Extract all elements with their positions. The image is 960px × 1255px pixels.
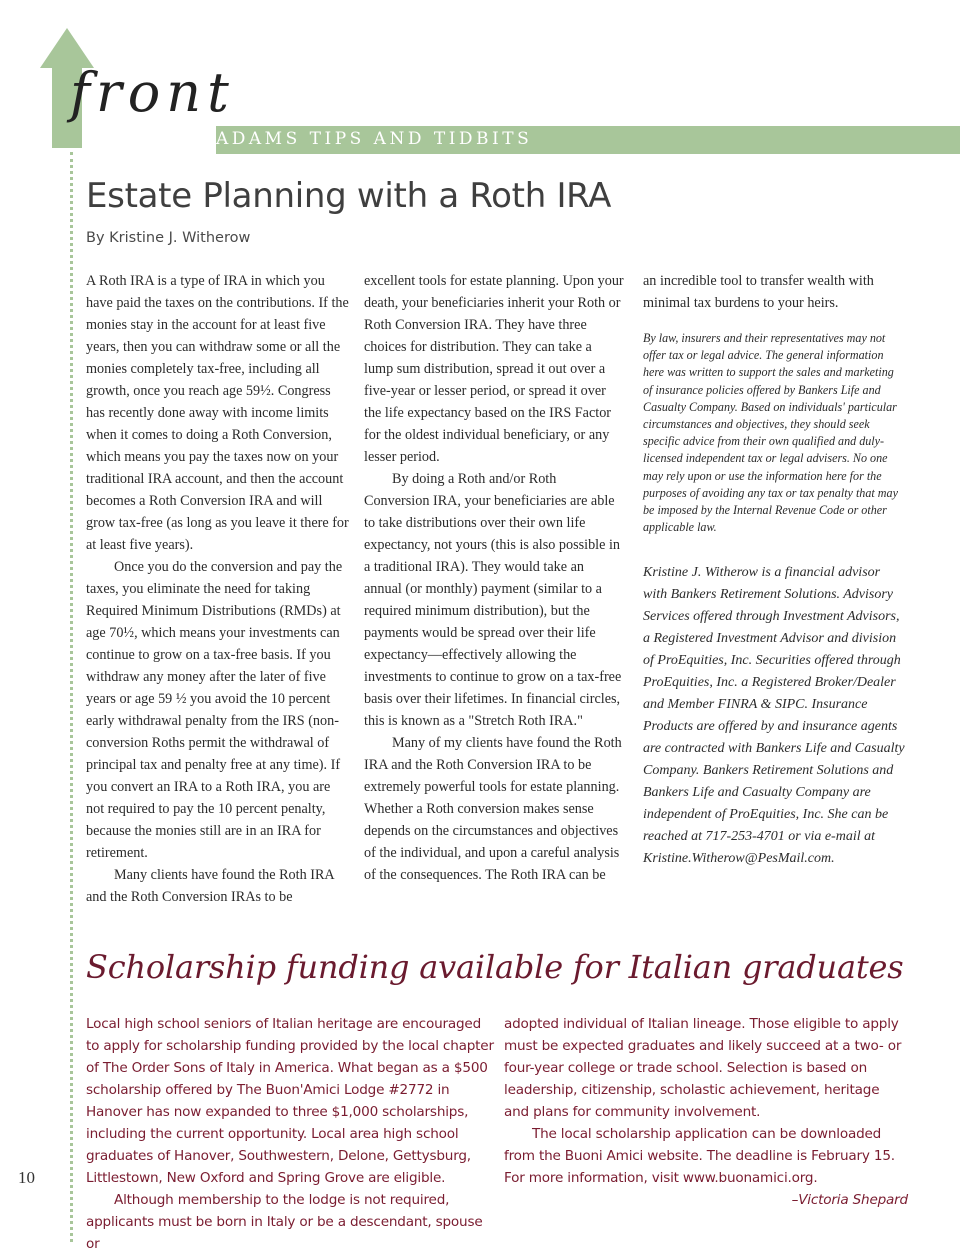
paragraph: Many of my clients have found the Roth IRA and the Roth Conversion IRA to be extremely powerful tools for estate planning. Whether a Roth conversion makes sense depends on the circumstances and objectives of the individual, and upon a careful analysis of the consequences. The Roth IRA can be — [364, 735, 622, 883]
paragraph: The local scholarship application can be downloaded from the Buoni Amici website. The deadline is February 15. For more information, visit www.buonamici.org. — [504, 1126, 895, 1186]
scholarship-title: Scholarship funding available for Italian graduates — [86, 948, 904, 986]
dotted-margin-rule — [70, 152, 73, 1242]
paragraph: Many clients have found the Roth IRA and the Roth Conversion IRAs to be — [86, 867, 334, 905]
section-heading: front — [70, 61, 235, 124]
scholarship-column-2 — [504, 1013, 908, 1211]
paragraph: By doing a Roth and/or Roth Conversion IRA, your beneficiaries are able to take distributions over their own life expectancy, not yours (this is also possible in a traditional IRA). They would take an annual (or monthly) payment (similar to a required minimum distribution), but the payments would be spread over their life expectancy—effectively allowing the investments to continue to grow on a tax-free basis over their lifetimes. In financial circles, this is known as a "Stretch Roth IRA." — [364, 471, 622, 729]
article-column-1 — [86, 270, 350, 908]
author-bio: Kristine J. Witherow is a financial advisor with Bankers Retirement Solutions. Advisory Services offered through Investment Advisors, a Registered Investment Advisor and division of ProEquities, Inc. Securities offered through ProEquities, Inc. a Registered Broker/Dealer and Member FINRA & SIPC. Insurance Products are offered by and insurance agents are contracted with Bankers Life and Casualty Company. Bankers Retirement Solutions and Bankers Life and Casualty Company are independent of ProEquities, Inc. She can be reached at 717-253-4701 or via e-mail at Kristine.Witherow@PesMail.com. — [643, 565, 905, 867]
article-byline: By Kristine J. Witherow — [86, 230, 251, 246]
paragraph: an incredible tool to transfer wealth with minimal tax burdens to your heirs. — [643, 273, 874, 311]
paragraph: Although membership to the lodge is not required, applicants must be born in Italy or be a descendant, spouse or — [86, 1192, 483, 1252]
paragraph: adopted individual of Italian lineage. Those eligible to apply must be expected graduates and likely succeed at a two- or four-year college or trade school. Selection is based on leadership, citizenship, scholastic achievement, heritage and plans for community involvement. — [504, 1016, 902, 1120]
section-band-title: ADAMS TIPS AND TIDBITS — [216, 129, 533, 149]
paragraph: A Roth IRA is a type of IRA in which you have paid the taxes on the contributions. If the monies stay in the account for at least five years, then you can withdraw some or all the monies completely tax-free, including all growth, once you reach age 59½. Congress has recently done away with income limits when it comes to doing a Roth Conversion, which means you pay the taxes now on your traditional IRA account, and then the account becomes a Roth Conversion IRA and will grow tax-free (as long as you leave it there for at least five years). — [86, 273, 349, 553]
page-number: 10 — [18, 1168, 35, 1187]
legal-disclaimer: By law, insurers and their representatives may not offer tax or legal advice. The general information here was written to support the sales and marketing of insurance policies offered by Bankers Life and Casualty Company. Based on individuals' particular circumstances and objectives, they should seek specific advice from their own qualified and duly-licensed independent tax or legal advisers. No one may rely upon or use the information here for the purposes of avoiding any tax or tax penalty that may be imposed by the Internal Revenue Code or other applicable law. — [643, 331, 898, 535]
paragraph: Local high school seniors of Italian heritage are encouraged to apply for scholarship funding provided by the local chapter of The Order Sons of Italy in America. What began as a $500 scholarship offered by The Buon'Amici Lodge #2772 in Hanover has now expanded to three $1,000 scholarships, including the current opportunity. Local area high school graduates of Hanover, Southwestern, Delone, Gettysburg, Littlestown, New Oxford and Spring Grove are eligible. — [86, 1016, 494, 1186]
paragraph: Once you do the conversion and pay the taxes, you eliminate the need for taking Required Minimum Distributions (RMDs) at age 70½, which means your investments can continue to grow on a tax-free basis. If you withdraw any money after the later of five years or age 59 ½ you avoid the 10 percent early withdrawal penalty from the IRS (non-conversion Roths permit the withdrawal of principal tax and penalty free at any time). If you convert an IRA to a Roth IRA, you are not required to pay the 10 percent penalty, because the monies still are in an IRA for retirement. — [86, 559, 343, 861]
scholarship-column-1 — [86, 1013, 496, 1255]
article-column-2 — [364, 270, 624, 886]
author-signature: –Victoria Shepard — [791, 1192, 908, 1208]
paragraph: excellent tools for estate planning. Upon your death, your beneficiaries inherit your Roth or Roth Conversion IRA. They have three choices for distribution. They can take a lump sum distribution, spread it out over a five-year or lesser period, or spread it over the life expectancy based on the IRS Factor for the oldest individual beneficiary, or any lesser period. — [364, 273, 624, 465]
article-column-3 — [643, 270, 905, 870]
article-title: Estate Planning with a Roth IRA — [86, 176, 612, 216]
